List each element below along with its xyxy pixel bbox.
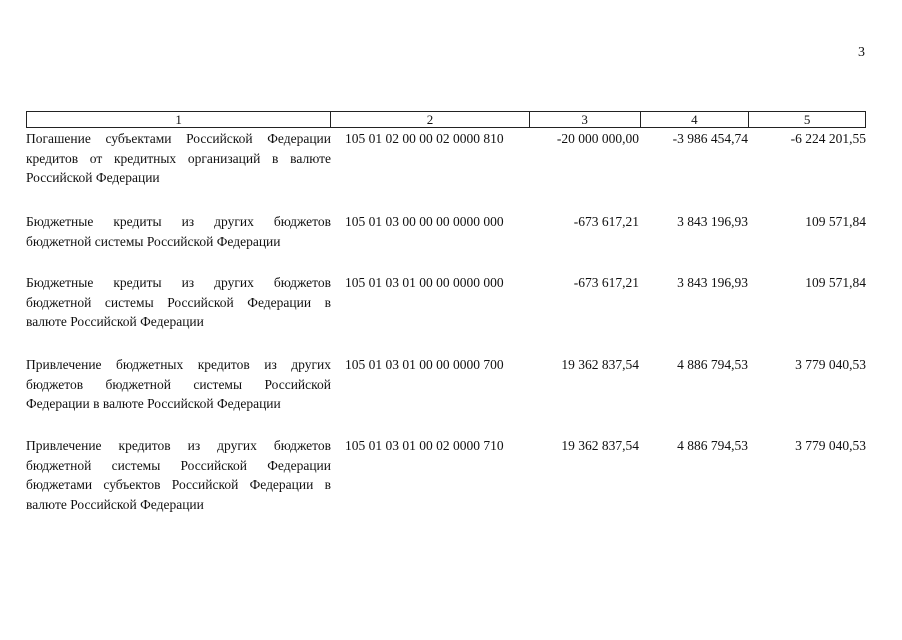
row-budget-code: 105 01 03 01 00 00 0000 700	[345, 357, 504, 372]
column-header-3: 3	[530, 112, 641, 127]
row-value-col5: 109 571,84	[805, 214, 866, 229]
row-budget-code: 105 01 03 00 00 00 0000 000	[345, 214, 504, 229]
row-budget-code: 105 01 02 00 00 02 0000 810	[345, 131, 504, 146]
row-budget-code: 105 01 03 01 00 02 0000 710	[345, 438, 504, 453]
row-description: Погашение субъектами Российской Федерации кредитов от кредитных организаций в валюте Российской Федерации	[26, 131, 331, 186]
row-value-col5: 3 779 040,53	[795, 357, 866, 372]
row-value-col4: 3 843 196,93	[677, 275, 748, 290]
table-row	[26, 355, 866, 414]
table-row	[26, 129, 866, 188]
column-header-2: 2	[331, 112, 530, 127]
row-value-col4: 3 843 196,93	[677, 214, 748, 229]
row-value-col3: 19 362 837,54	[561, 438, 639, 453]
row-value-col3: -20 000 000,00	[556, 131, 639, 146]
row-description: Бюджетные кредиты из других бюджетов бюджетной системы Российской Федерации	[26, 214, 331, 249]
row-description: Бюджетные кредиты из других бюджетов бюджетной системы Российской Федерации в валюте Российской Федерации	[26, 275, 331, 330]
row-value-col3: -673 617,21	[573, 275, 639, 290]
row-value-col5: 3 779 040,53	[795, 438, 866, 453]
row-value-col5: 109 571,84	[805, 275, 866, 290]
row-value-col4: -3 986 454,74	[672, 131, 748, 146]
column-header-5: 5	[803, 112, 811, 127]
row-value-col4: 4 886 794,53	[677, 357, 748, 372]
row-value-col3: 19 362 837,54	[561, 357, 639, 372]
table-row	[26, 273, 866, 332]
row-description: Привлечение бюджетных кредитов из других бюджетов бюджетной системы Российской Федерации в валюте Российской Федерации	[26, 357, 331, 412]
table-row	[26, 212, 866, 251]
column-header-1: 1	[27, 112, 331, 127]
row-value-col5: -6 224 201,55	[790, 131, 866, 146]
row-value-col3: -673 617,21	[573, 214, 639, 229]
table-row	[26, 436, 866, 514]
row-description: Привлечение кредитов из других бюджетов бюджетной системы Российской Федерации бюджетами субъектов Российской Федерации в валюте Российской Федерации	[26, 438, 331, 512]
table-header-row	[26, 111, 866, 128]
column-header-4: 4	[641, 112, 750, 127]
row-budget-code: 105 01 03 01 00 00 0000 000	[345, 275, 504, 290]
page-number: 3	[858, 45, 865, 60]
row-value-col4: 4 886 794,53	[677, 438, 748, 453]
